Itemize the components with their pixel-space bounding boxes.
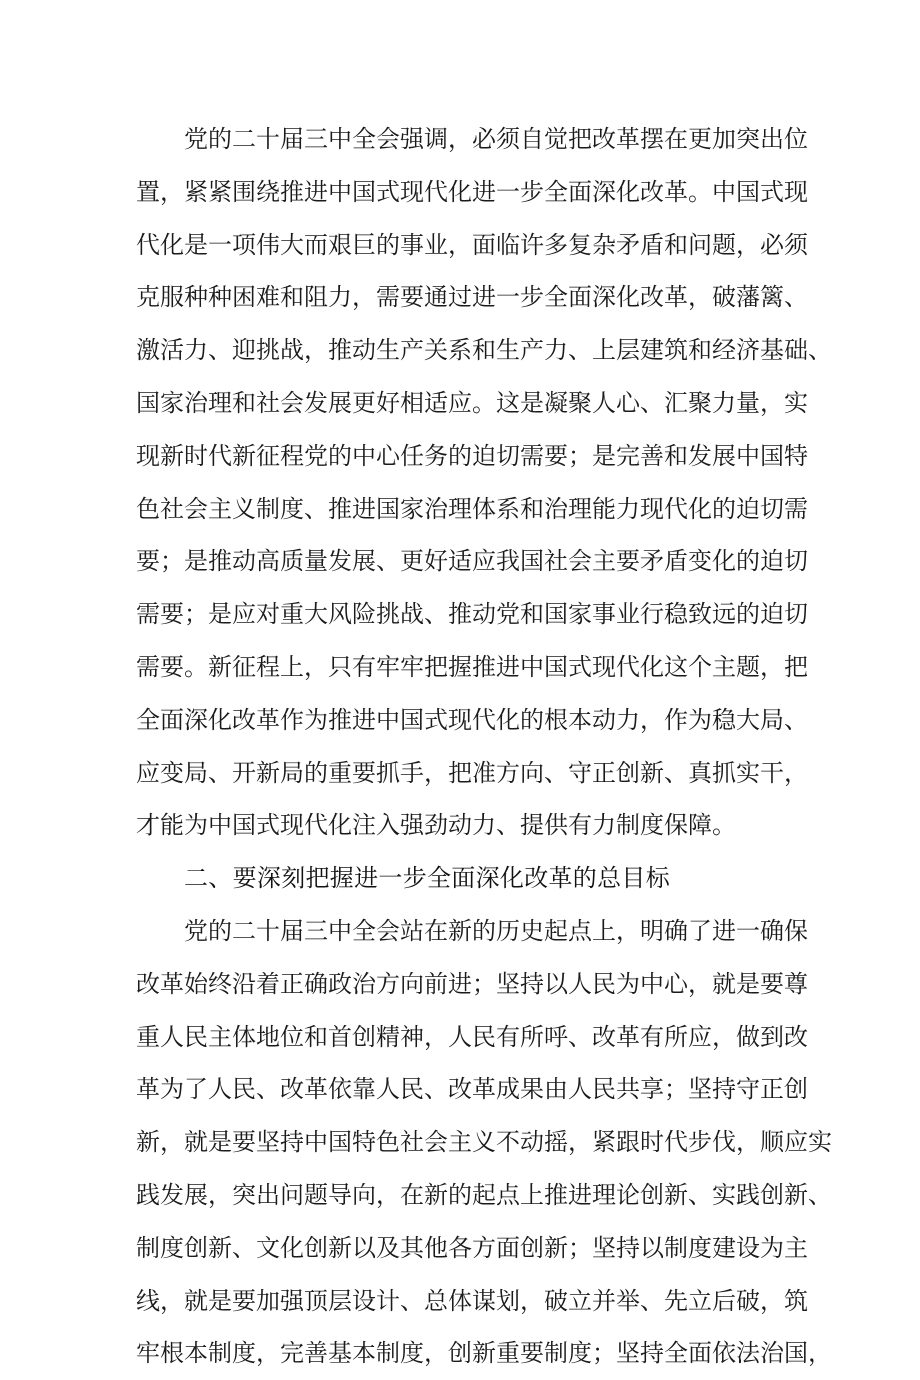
text-line: 全面深化改革作为推进中国式现代化的根本动力，作为稳大局、 [136,705,808,734]
paragraph-2 [136,905,832,1380]
text-line: 国家治理和社会发展更好相适应。这是凝聚人心、汇聚力量，实 [136,388,808,417]
text-line: 牢根本制度，完善基本制度，创新重要制度；坚持全面依法治国， [136,1339,832,1368]
text-line: 激活力、迎挑战，推动生产关系和生产力、上层建筑和经济基础、 [136,336,832,365]
text-line: 置，紧紧围绕推进中国式现代化进一步全面深化改革。中国式现 [136,177,808,206]
text-line: 践发展，突出问题导向，在新的起点上推进理论创新、实践创新、 [136,1180,832,1209]
text-line: 需要。新征程上，只有牢牢把握推进中国式现代化这个主题，把 [136,652,808,681]
text-line: 重人民主体地位和首创精神，人民有所呼、改革有所应，做到改 [136,1022,808,1051]
text-line: 现新时代新征程党的中心任务的迫切需要；是完善和发展中国特 [136,441,808,470]
text-line: 革为了人民、改革依靠人民、改革成果由人民共享；坚持守正创 [136,1075,808,1104]
text-line: 党的二十届三中全会强调，必须自觉把改革摆在更加突出位 [184,125,808,153]
section-heading: 二、要深刻把握进一步全面深化改革的总目标 [184,864,670,893]
text-line: 代化是一项伟大而艰巨的事业，面临许多复杂矛盾和问题，必须 [136,230,808,259]
document-body [136,113,832,1380]
text-line: 需要；是应对重大风险挑战、推动党和国家事业行稳致远的迫切 [136,600,808,629]
text-line: 新，就是要坚持中国特色社会主义不动摇，紧跟时代步伐，顺应实 [136,1128,832,1157]
paragraph-1 [136,113,832,852]
text-line: 制度创新、文化创新以及其他各方面创新；坚持以制度建设为主 [136,1233,808,1262]
text-line: 色社会主义制度、推进国家治理体系和治理能力现代化的迫切需 [136,494,808,523]
text-line: 改革始终沿着正确政治方向前进；坚持以人民为中心，就是要尊 [136,969,808,998]
text-line: 党的二十届三中全会站在新的历史起点上，明确了进一确保 [184,916,808,945]
text-line: 线，就是要加强顶层设计、总体谋划，破立并举、先立后破，筑 [136,1286,808,1315]
text-line: 应变局、开新局的重要抓手，把准方向、守正创新、真抓实干， [136,758,808,787]
text-line: 才能为中国式现代化注入强劲动力、提供有力制度保障。 [136,811,736,840]
text-line: 要；是推动高质量发展、更好适应我国社会主要矛盾变化的迫切 [136,547,808,576]
text-line: 克服种种困难和阻力，需要通过进一步全面深化改革，破藩篱、 [136,283,808,312]
